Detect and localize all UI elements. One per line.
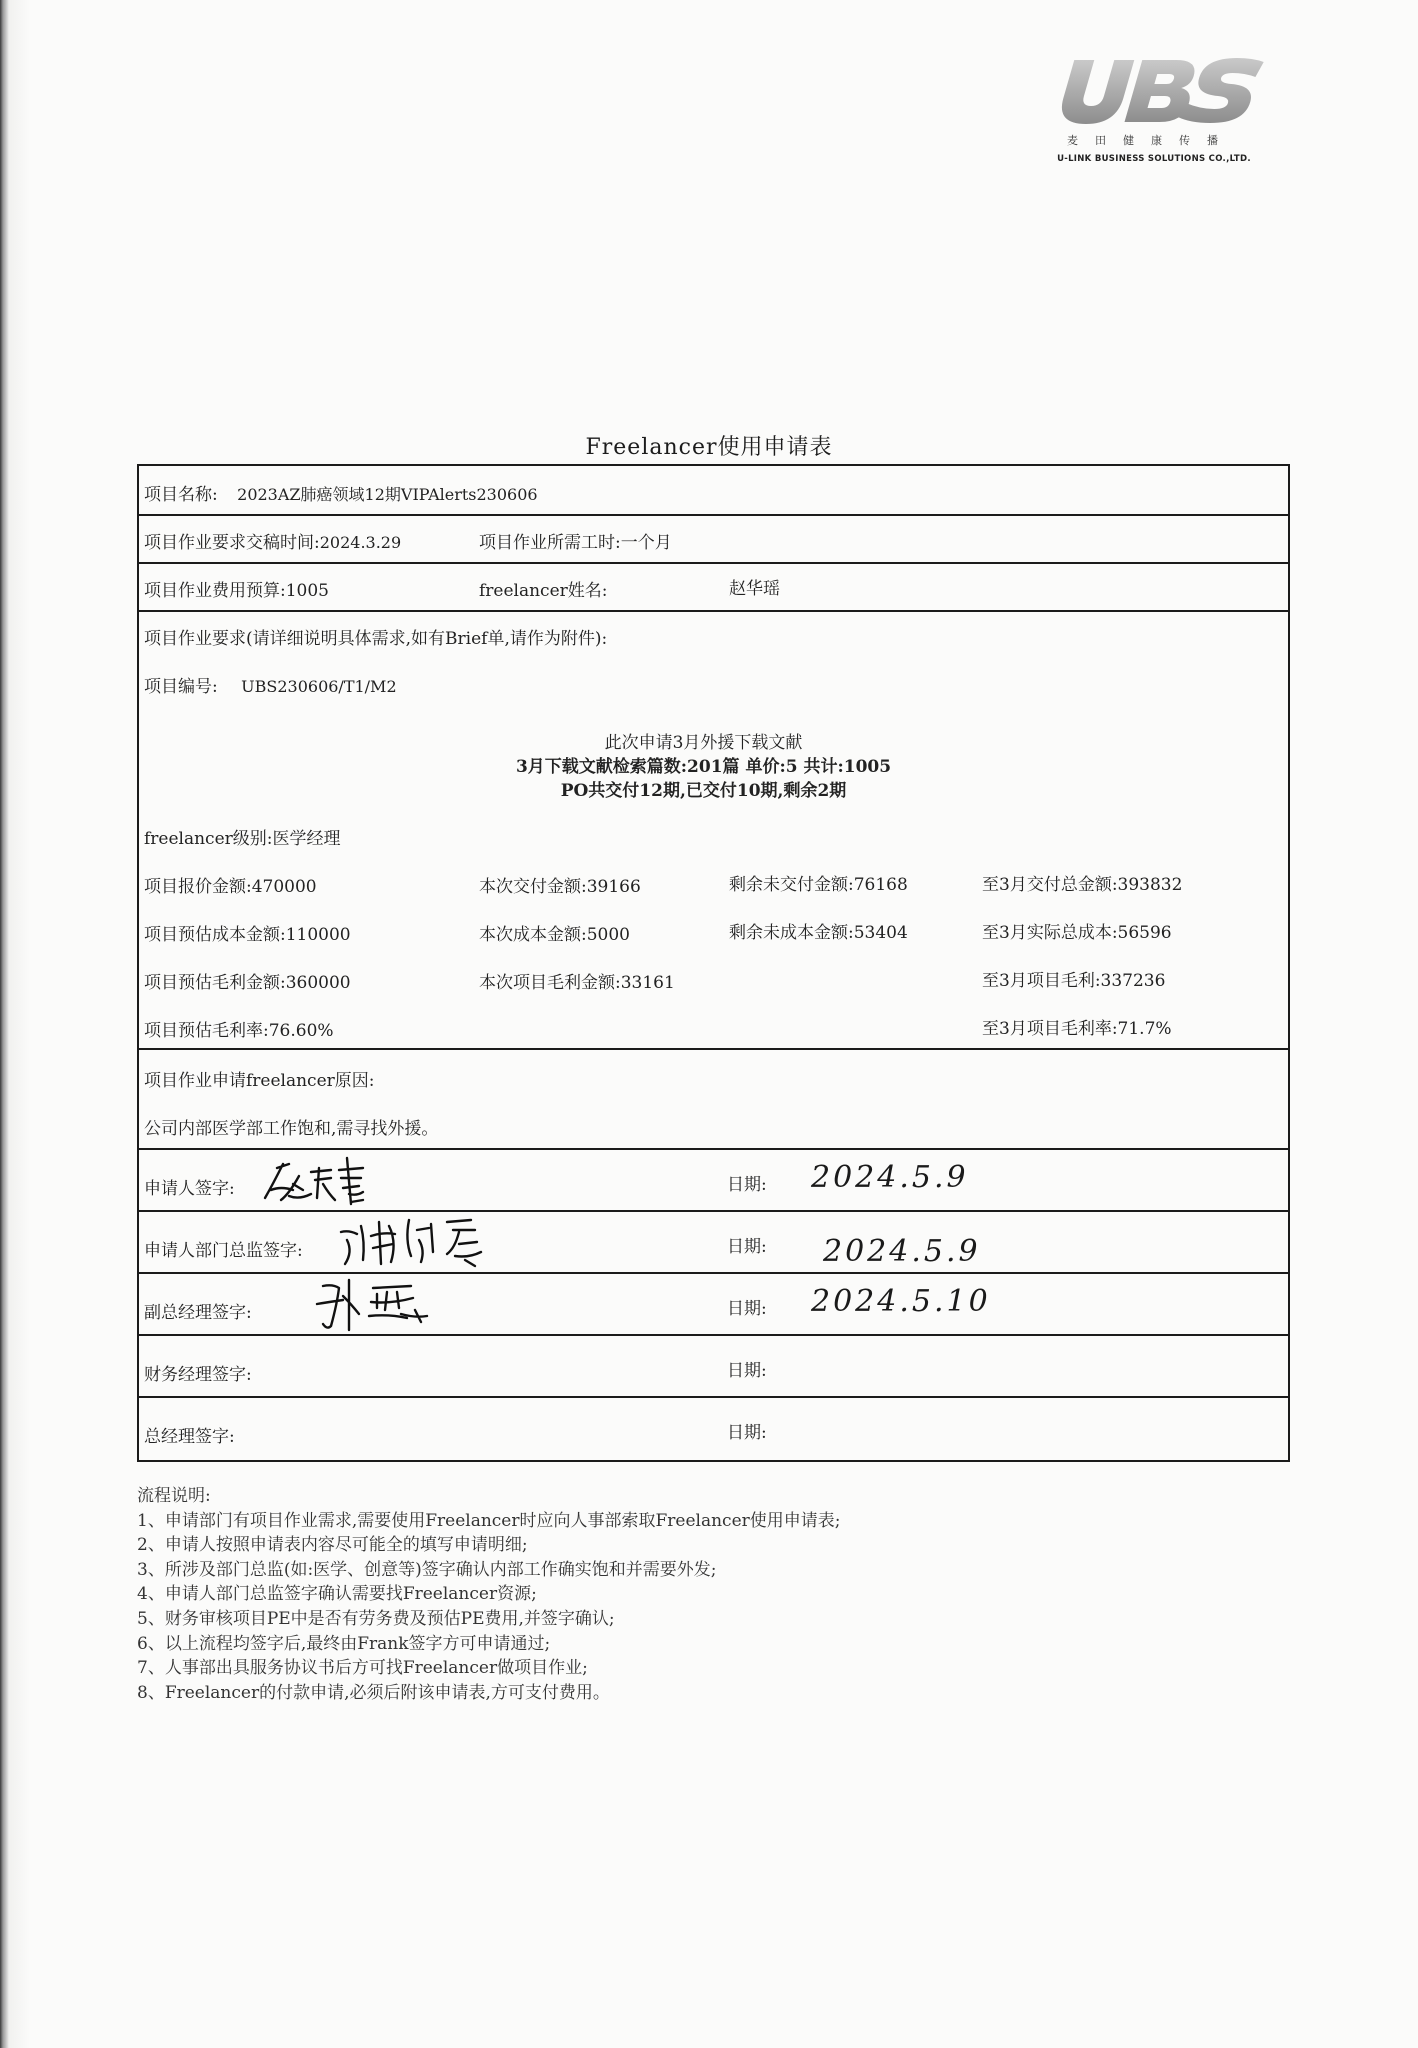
logo-english-text: U-LINK BUSINESS SOLUTIONS CO.,LTD. xyxy=(1057,154,1251,164)
project-no-value: UBS230606/T1/M2 xyxy=(241,677,397,696)
remaining-undelivered-amount: 剩余未交付金额:76168 xyxy=(729,875,908,895)
row-divider xyxy=(139,562,1290,564)
deadline-row xyxy=(144,528,401,553)
applicant-handwritten-signature xyxy=(259,1150,389,1214)
budget-row xyxy=(144,576,329,601)
process-note-item: 2、申请人按照申请表内容尽可能全的填写申请明细; xyxy=(137,1535,528,1556)
finance-manager-signature-label: 财务经理签字: xyxy=(144,1365,252,1385)
process-notes-title: 流程说明: xyxy=(137,1486,211,1506)
logo-chinese-text: 麦田健康传播 xyxy=(1067,134,1235,147)
vp-handwritten-signature xyxy=(315,1274,455,1340)
director-signature-label: 申请人部门总监签字: xyxy=(144,1241,303,1261)
requirements-label: 项目作业要求(请详细说明具体需求,如有Brief单,请作为附件): xyxy=(144,629,608,649)
project-name-value: 2023AZ肺癌领域12期VIPAlerts230606 xyxy=(237,485,538,504)
freelancer-name-value: 赵华瑶 xyxy=(729,579,780,599)
process-note-item: 4、申请人部门总监签字确认需要找Freelancer资源; xyxy=(137,1584,537,1605)
estimated-cost-amount: 项目预估成本金额:110000 xyxy=(144,925,351,945)
application-form xyxy=(137,464,1290,1462)
vp-date-handwritten: 2024.5.10 xyxy=(811,1284,991,1319)
request-summary-line: PO共交付12期,已交付10期,剩余2期 xyxy=(560,781,847,801)
total-delivered-to-march: 至3月交付总金额:393832 xyxy=(982,875,1183,895)
process-note-item: 5、财务审核项目PE中是否有劳务费及预估PE费用,并签字确认; xyxy=(137,1608,615,1629)
budget-label: 项目作业费用预算: xyxy=(144,581,286,601)
ubs-logo-mark xyxy=(1036,54,1266,132)
freelancer-name-label: freelancer姓名: xyxy=(479,581,608,601)
process-notes xyxy=(137,1484,841,1705)
row-divider xyxy=(139,610,1290,612)
estimated-gross-profit: 项目预估毛利金额:360000 xyxy=(144,973,351,993)
applicant-signature-label: 申请人签字: xyxy=(144,1179,235,1199)
process-note-item: 3、所涉及部门总监(如:医学、创意等)签字确认内部工作确实饱和并需要外发; xyxy=(137,1559,717,1580)
freelancer-level-value: 医学经理 xyxy=(272,829,341,849)
freelancer-level-label: freelancer级别: xyxy=(144,829,273,849)
general-manager-signature-label: 总经理签字: xyxy=(144,1427,235,1447)
process-note-item: 7、人事部出具服务协议书后方可找Freelancer做项目作业; xyxy=(137,1658,588,1679)
deadline-label: 项目作业要求交稿时间: xyxy=(144,533,320,553)
estimated-gross-margin: 项目预估毛利率:76.60% xyxy=(144,1021,334,1041)
finance-manager-date-label: 日期: xyxy=(727,1361,767,1381)
gross-margin-to-march: 至3月项目毛利率:71.7% xyxy=(982,1019,1172,1039)
request-summary-line: 3月下载文献检索篇数:201篇 单价:5 共计:1005 xyxy=(515,757,892,777)
gross-profit-to-march: 至3月项目毛利:337236 xyxy=(982,971,1166,991)
reason-value: 公司内部医学部工作饱和,需寻找外援。 xyxy=(144,1119,439,1139)
work-time-row xyxy=(479,528,672,553)
request-summary-line: 此次申请3月外援下载文献 xyxy=(604,733,803,753)
form-title: Freelancer使用申请表 xyxy=(585,435,833,460)
project-no-label: 项目编号: xyxy=(144,677,218,697)
row-divider xyxy=(139,1334,1290,1336)
director-date-label: 日期: xyxy=(727,1237,767,1257)
applicant-date-handwritten: 2024.5.9 xyxy=(811,1160,969,1195)
current-cost-amount: 本次成本金额:5000 xyxy=(479,925,630,945)
general-manager-date-label: 日期: xyxy=(727,1423,767,1443)
reason-label: 项目作业申请freelancer原因: xyxy=(144,1071,375,1091)
row-divider xyxy=(139,514,1290,516)
row-divider xyxy=(139,1272,1290,1274)
process-note-item: 8、Freelancer的付款申请,必须后附该申请表,方可支付费用。 xyxy=(137,1682,610,1703)
actual-total-cost-to-march: 至3月实际总成本:56596 xyxy=(982,923,1172,943)
director-handwritten-signature xyxy=(335,1212,495,1276)
row-divider xyxy=(139,1396,1290,1398)
current-delivery-amount: 本次交付金额:39166 xyxy=(479,877,641,897)
budget-value: 1005 xyxy=(285,581,329,601)
project-name-label: 项目名称: xyxy=(144,485,218,505)
process-note-item: 6、以上流程均签字后,最终由Frank签字方可申请通过; xyxy=(137,1633,551,1654)
applicant-date-label: 日期: xyxy=(727,1175,767,1195)
process-note-item: 1、申请部门有项目作业需求,需要使用Freelancer时应向人事部索取Freelancer使用申请表; xyxy=(137,1510,841,1531)
project-name-row xyxy=(144,480,538,505)
company-logo xyxy=(1036,54,1266,172)
project-no-row xyxy=(144,672,397,697)
work-time-label: 项目作业所需工时: xyxy=(479,533,621,553)
remaining-cost-amount: 剩余未成本金额:53404 xyxy=(729,923,908,943)
row-divider xyxy=(139,1048,1290,1050)
vp-signature-label: 副总经理签字: xyxy=(144,1303,252,1323)
current-gross-profit: 本次项目毛利金额:33161 xyxy=(479,973,675,993)
vp-date-label: 日期: xyxy=(727,1299,767,1319)
deadline-value: 2024.3.29 xyxy=(319,533,402,552)
quote-amount: 项目报价金额:470000 xyxy=(144,877,317,897)
director-date-handwritten: 2024.5.9 xyxy=(823,1234,981,1269)
work-time-value: 一个月 xyxy=(620,533,672,553)
freelancer-level-row xyxy=(144,824,341,849)
